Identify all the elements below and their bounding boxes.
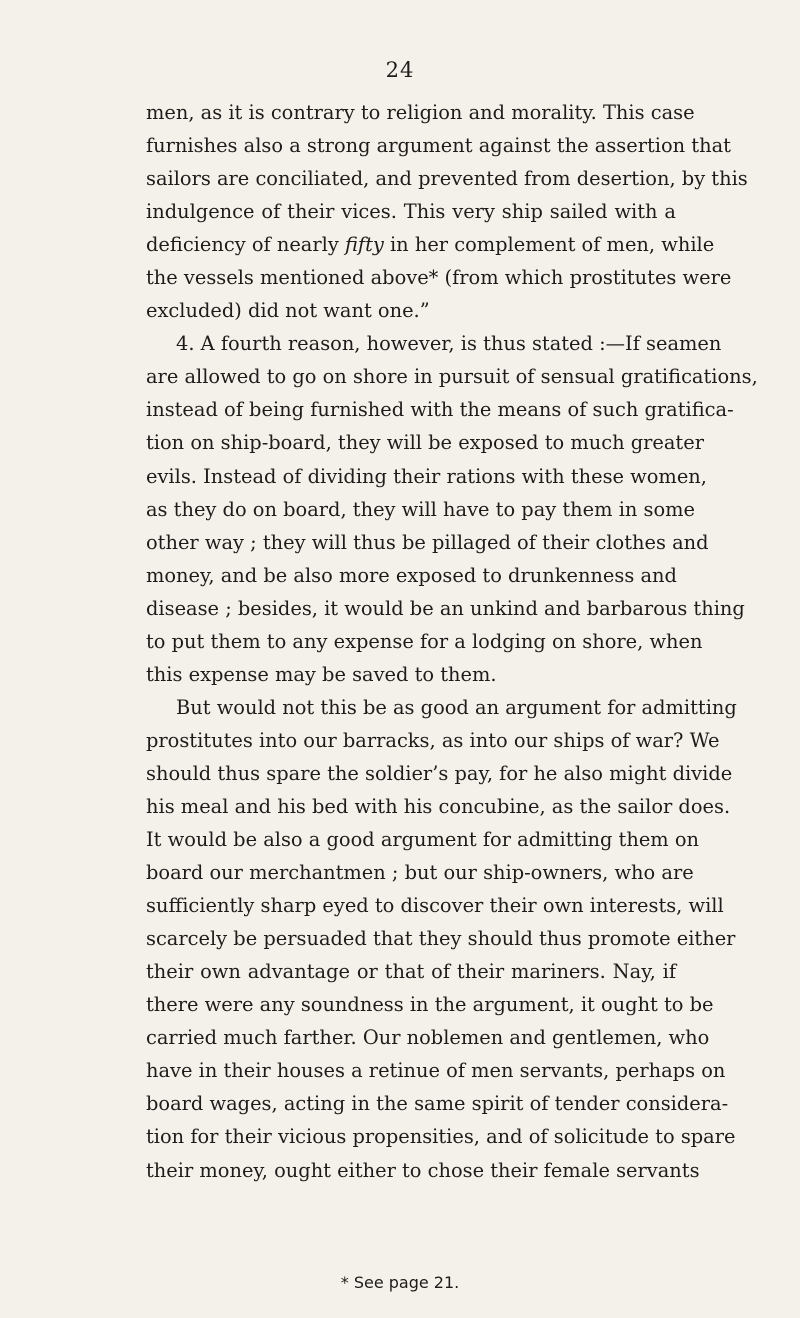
text-segment: in her complement of men, while bbox=[383, 233, 715, 257]
text-line: as they do on board, they will have to pay them in some bbox=[146, 497, 696, 521]
text-line: board our merchantmen ; but our ship-owners, who are bbox=[146, 861, 694, 885]
text-line: money, and be also more exposed to drunkenness and bbox=[146, 563, 677, 587]
text-line: But would not this be as good an argument for admitting bbox=[176, 695, 737, 719]
text-line: excluded) did not want one.” bbox=[146, 299, 430, 323]
emphasis-text: fifty bbox=[344, 233, 384, 257]
text-line: carried much farther. Our noblemen and gentlemen, who bbox=[146, 1026, 710, 1050]
text-line: their own advantage or that of their mariners. Nay, if bbox=[146, 960, 676, 984]
text-line: board wages, acting in the same spirit of tender considera- bbox=[146, 1092, 729, 1116]
text-line: tion on ship-board, they will be exposed to much greater bbox=[146, 431, 704, 455]
text-line: It would be also a good argument for admitting them on bbox=[146, 828, 700, 852]
text-line: tion for their vicious propensities, and of solicitude to spare bbox=[146, 1125, 736, 1149]
text-line: 4. A fourth reason, however, is thus stated :—If seamen bbox=[176, 332, 722, 356]
text-line: disease ; besides, it would be an unkind and barbarous thing bbox=[146, 596, 745, 620]
text-line: other way ; they will thus be pillaged of their clothes and bbox=[146, 530, 709, 554]
text-line: should thus spare the soldier’s pay, for he also might divide bbox=[146, 761, 733, 785]
text-line: their money, ought either to chose their female servants bbox=[146, 1158, 700, 1182]
text-segment: deficiency of nearly bbox=[146, 233, 345, 257]
text-line: are allowed to go on shore in pursuit of sensual gratifications, bbox=[146, 365, 758, 389]
text-line: instead of being furnished with the means of such gratifica- bbox=[146, 398, 734, 422]
text-line: sailors are conciliated, and prevented from desertion, by this bbox=[146, 167, 748, 191]
text-line: prostitutes into our barracks, as into our ships of war? We bbox=[146, 728, 720, 752]
text-line: indulgence of their vices. This very ship sailed with a bbox=[146, 200, 676, 224]
text-line: this expense may be saved to them. bbox=[146, 662, 497, 686]
text-line: scarcely be persuaded that they should thus promote either bbox=[146, 927, 736, 951]
page-number: 24 bbox=[385, 58, 415, 82]
text-line: men, as it is contrary to religion and morality. This case bbox=[146, 101, 695, 124]
text-line bbox=[146, 228, 715, 261]
text-line: have in their houses a retinue of men servants, perhaps on bbox=[146, 1059, 726, 1083]
text-line: his meal and his bed with his concubine, as the sailor does. bbox=[146, 794, 731, 818]
body-text bbox=[146, 96, 758, 1187]
text-line: there were any soundness in the argument, it ought to be bbox=[146, 993, 714, 1017]
text-line: furnishes also a strong argument against the assertion that bbox=[146, 134, 731, 158]
text-line: to put them to any expense for a lodging on shore, when bbox=[146, 629, 703, 653]
footnote: * See page 21. bbox=[340, 1273, 460, 1292]
text-line: sufficiently sharp eyed to discover their own interests, will bbox=[146, 894, 724, 918]
text-line: the vessels mentioned above* (from which prostitutes were bbox=[146, 266, 732, 290]
text-line: evils. Instead of dividing their rations with these women, bbox=[146, 464, 707, 488]
